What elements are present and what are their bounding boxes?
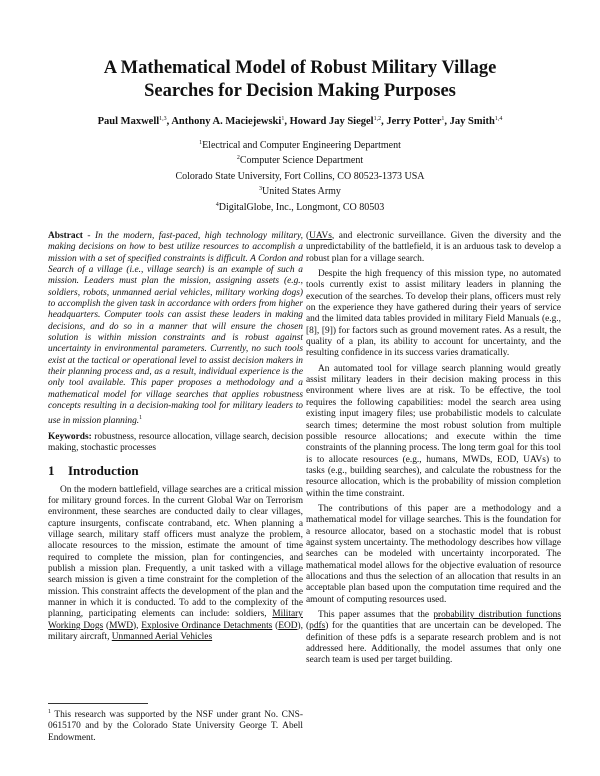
keywords-label: Keywords:: [48, 431, 92, 442]
abstract-label: Abstract: [48, 231, 83, 241]
section-heading: [48, 463, 303, 479]
footnote: [48, 707, 303, 744]
paper-title: [30, 57, 570, 103]
affiliation-line: $^1$Electrical and Computer Engineering Department: [199, 140, 401, 151]
author-affil-mark: 1,2: [373, 116, 382, 122]
author-list: Paul Maxwell$^{1,3}$, Anthony A. Maciejewski$^1$, Howard Jay Siegel$^{1,2}$, Jerry Potter$^1$, Jay Smith$^{1,4}$: [97, 116, 503, 127]
author-affil-mark: 1,4: [494, 116, 503, 122]
right-column: [306, 231, 561, 671]
left-column: [48, 231, 303, 647]
mwd-abbr[interactable]: MWD: [109, 620, 134, 631]
affiliation-block: [30, 137, 570, 214]
intro-paragraph-5: This paper assumes that the probability distribution functions (pdfs) for the quantities that are uncertain can be developed. The definition of these pdfs is a separate research problem and is not addressed here. Additionally, the model assumes that only one search team is used per target building.: [306, 610, 561, 666]
affiliation-line: $^4$DigitalGlobe, Inc., Longmont, CO 80503: [215, 201, 385, 213]
title-line-2: Searches for Decision Making Purposes: [144, 81, 456, 101]
footnote-text: This research was supported by the NSF under grant No. CNS-0615170 and by the Colorado State University George T. Abell Endowment.: [48, 710, 303, 743]
keywords: [48, 432, 303, 455]
footnote-mark: 1: [48, 709, 51, 715]
author-affil-mark: 1: [281, 116, 285, 122]
intro-paragraph-4: The contributions of this paper are a methodology and a mathematical model for village searches. This is the foundation for a resource allocator, based on a stochastic model that is robust against system uncertainty. The methodology describes how village searches can be modeled with uncertainty incorporated. The mathematical model allows for the objective evaluation of resource allocations and thus the selection of an allocation that results in an acceptable plan based upon the computation time required and the amount of computing resources used.: [306, 503, 561, 605]
affiliation-line: $^2$Computer Science Department: [236, 155, 364, 167]
section-title: Introduction: [68, 462, 139, 478]
intro-paragraph-3: An automated tool for village search planning would greatly assist military leaders in their decision making process in this environment where lives are at risk. To be effective, the tool requires the following capabilities: model the search area using existing input imagery files; use probabilistic models to calculate search times; determine the most robust solution from multiple possible resource allocations; and execute within the time constraints of the planning process. The long term goal for this tool is to allocate resources (e.g., humans, MWDs, EOD, UAVs) to tasks (e.g., building searches), and calculate the robustness for the resource allocation, which is the probability of mission completion within the time constraint.: [306, 363, 561, 499]
author-name: Anthony A. Maciejewski: [171, 116, 282, 127]
title-line-1: A Mathematical Model of Robust Military Village: [103, 58, 497, 78]
intro-paragraph-1-cont: (UAVs, and electronic surveillance. Given the diversity and the unpredictability of the battlefield, it is an arduous task to develop a robust plan for a village search.: [306, 231, 561, 264]
author-name: Jerry Potter: [386, 116, 442, 127]
uav-link[interactable]: Unmanned Aerial Vehicles: [111, 632, 213, 642]
uav-abbr[interactable]: UAVs: [309, 231, 332, 241]
footnote-divider: [48, 703, 148, 704]
section-number: 1: [48, 462, 55, 478]
abstract: [48, 231, 303, 427]
intro-paragraph-1: On the modern battlefield, village searches are a critical mission for military ground forces. In the current Global War on Terrorism environment, these searches are conducted daily to clear villages, capture insurgents, confiscate contraband, etc. When planning a village search, military staff officers must analyze the problem, allocate resources to the mission, estimate the amount of time required to complete the mission, plan for contingencies, and publish a mission plan. Frequently, a unit tasked with a village search mission is given a time constraint for the completion of the mission. This constraint affects the development of the plan and the manner in which it is conducted. To add to the complexity of the planning, participating elements can include: soldiers, Military Working Dogs (MWD), Explosive Ordinance Detachments (EOD), military aircraft, Unmanned Aerial Vehicles: [48, 484, 303, 642]
author-name: Paul Maxwell: [97, 116, 160, 127]
eod-link[interactable]: Explosive Ordinance Detachments: [141, 620, 273, 631]
author-affil-mark: 1: [441, 116, 445, 122]
affiliation-line: $^3$United States Army: [259, 186, 341, 198]
abstract-text: - In the modern, fast-paced, high technology military, making decisions on how to best utilize resources to accomplish a mission with a set of specified constraints is difficult. A Cordon and Search of a village (i.e., village search) is an example of such a mission. Leaders must plan the mission, assigning assets (e.g., soldiers, robots, unmanned aerial vehicles, military working dogs) to accomplish the given task in accordance with orders from higher headquarters. Computer tools can assist these leaders in making decisions, and do so in a manner that will ensure the chosen solution is within mission constraints and is robust against uncertainty in environmental parameters. Currently, no such tools exist at the tactical or operational level to assist decision makers in their planning process and, as a result, individual experience is the only tool available. This paper proposes a methodology and a mathematical model for village searches that applies robustness concepts resulting in a decision-making tool for military leaders to use in mission planning.: [48, 231, 304, 426]
author-name: Howard Jay Siegel: [289, 116, 374, 127]
eod-abbr[interactable]: EOD: [278, 620, 298, 631]
keywords-text: robustness, resource allocation, village search, decision making, stochastic processes: [48, 431, 304, 454]
affiliation-line: Colorado State University, Fort Collins, CO 80523-1373 USA: [175, 170, 425, 182]
pdf-abbr[interactable]: pdfs: [309, 621, 326, 632]
mwd-link[interactable]: Military Working Dogs: [48, 609, 303, 631]
author-affil-mark: 1,3: [159, 116, 167, 122]
abstract-footnote-mark: 1: [139, 414, 143, 421]
intro-paragraph-2: Despite the high frequency of this mission type, no automated tools currently exist to assist military leaders in planning the execution of the searches. To develop their plans, officers must rely on the experience they have gathered during their years of service and the limited data tables provided in military Field Manuals (e.g., [8], [9]) for factors such as ground movement rates. As a result, the quality of a plan, its ability to account for uncertainty, and the resulting confidence in its success varies dramatically.: [306, 269, 561, 359]
author-name: Jay Smith: [449, 116, 495, 127]
pdf-link[interactable]: probability distribution functions: [433, 610, 561, 620]
